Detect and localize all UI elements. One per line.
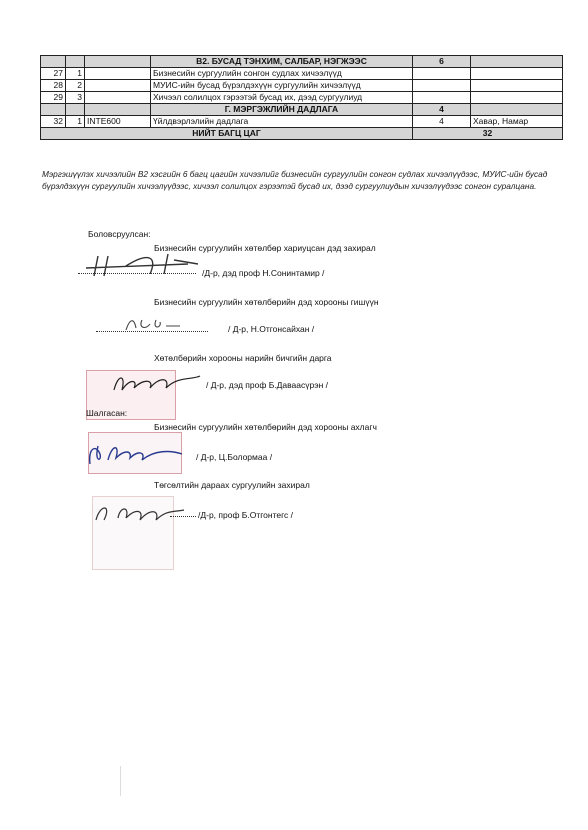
note-paragraph: Мэргэшүүлэх хичээлийн В2 хэсгийн 6 багц цагийн хичээлийг бизнесийн сургуулийн сонгон судлах хичээлүүдээс, МУИС-ийн бусад бүрэлдэхүүн сургуулийн хичээлүүдээс, хичээл солилцох гэрээтэй бусад их, дээд сургуулиудын хичээлүүдээс сонгон суралцана. [42, 169, 548, 191]
row-number: 28 [41, 80, 66, 92]
table-row [41, 92, 563, 104]
row-code [85, 80, 151, 92]
scan-artifact [120, 766, 121, 796]
signature-1-icon [78, 250, 208, 280]
section-g-title: Г. МЭРГЭЖЛИЙН ДАДЛАГА [151, 104, 413, 116]
row-code: INTE600 [85, 116, 151, 128]
checked-by-heading: Шалгасан: [86, 408, 128, 418]
row-code [85, 92, 151, 104]
prepared-by-heading: Боловсруулсан: [88, 229, 151, 239]
signature-3-icon [108, 370, 208, 396]
row-credit: 1 [66, 68, 85, 80]
signer5-name: /Д-р, проф Б.Отгонтегс / [198, 510, 294, 520]
table-row [41, 116, 563, 128]
section-b2-title: В2. БУСАД ТЭНХИМ, САЛБАР, НЭГЖЭЭС [151, 56, 413, 68]
total-value: 32 [413, 128, 563, 140]
signature-5-icon [90, 500, 190, 526]
table-row [41, 68, 563, 80]
row-semester: Хавар, Намар [471, 116, 563, 128]
signer1-name: /Д-р, дэд проф Н.Сонинтамир / [202, 268, 325, 278]
signature-2-icon [120, 314, 190, 334]
section-b2-credits: 6 [413, 56, 471, 68]
row-credit: 2 [66, 80, 85, 92]
section-g-credits: 4 [413, 104, 471, 116]
section-b2-header [41, 56, 563, 68]
row-credit: 1 [66, 116, 85, 128]
total-row [41, 128, 563, 140]
section-g-header [41, 104, 563, 116]
row-number: 27 [41, 68, 66, 80]
signer4-role: Бизнесийн сургуулийн хөтөлбөрийн дэд хорооны ахлагч [154, 422, 377, 432]
total-label: НИЙТ БАГЦ ЦАГ [41, 128, 413, 140]
signer4-name: / Д-р, Ц.Болормаа / [196, 452, 273, 462]
curriculum-table [40, 55, 563, 140]
row-credit: 3 [66, 92, 85, 104]
table-row [41, 80, 563, 92]
signer1-role: Бизнесийн сургуулийн хөтөлбөр хариуцсан дэд захирал [154, 243, 376, 253]
signature-4-icon [84, 440, 194, 470]
row-course-name: Үйлдвэрлэлийн дадлага [151, 116, 413, 128]
signer5-role: Төгсөлтийн дараах сургуулийн захирал [154, 480, 310, 490]
row-credits: 4 [413, 116, 471, 128]
signer2-name: / Д-р, Н.Отгонсайхан / [228, 324, 315, 334]
signer3-role: Хөтөлбөрийн хорооны нарийн бичгийн дарга [154, 353, 332, 363]
row-course-name: МУИС-ийн бусад бүрэлдэхүүн сургуулийн хичээлүүд [151, 80, 413, 92]
row-number: 32 [41, 116, 66, 128]
signer3-name: / Д-р, дэд проф Б.Даваасүрэн / [206, 380, 328, 390]
row-code [85, 68, 151, 80]
row-course-name: Хичээл солилцох гэрээтэй бусад их, дээд сургуулиуд [151, 92, 413, 104]
row-course-name: Бизнесийн сургуулийн сонгон судлах хичээлүүд [151, 68, 413, 80]
signer2-role: Бизнесийн сургуулийн хөтөлбөрийн дэд хорооны гишүүн [154, 297, 379, 307]
row-number: 29 [41, 92, 66, 104]
